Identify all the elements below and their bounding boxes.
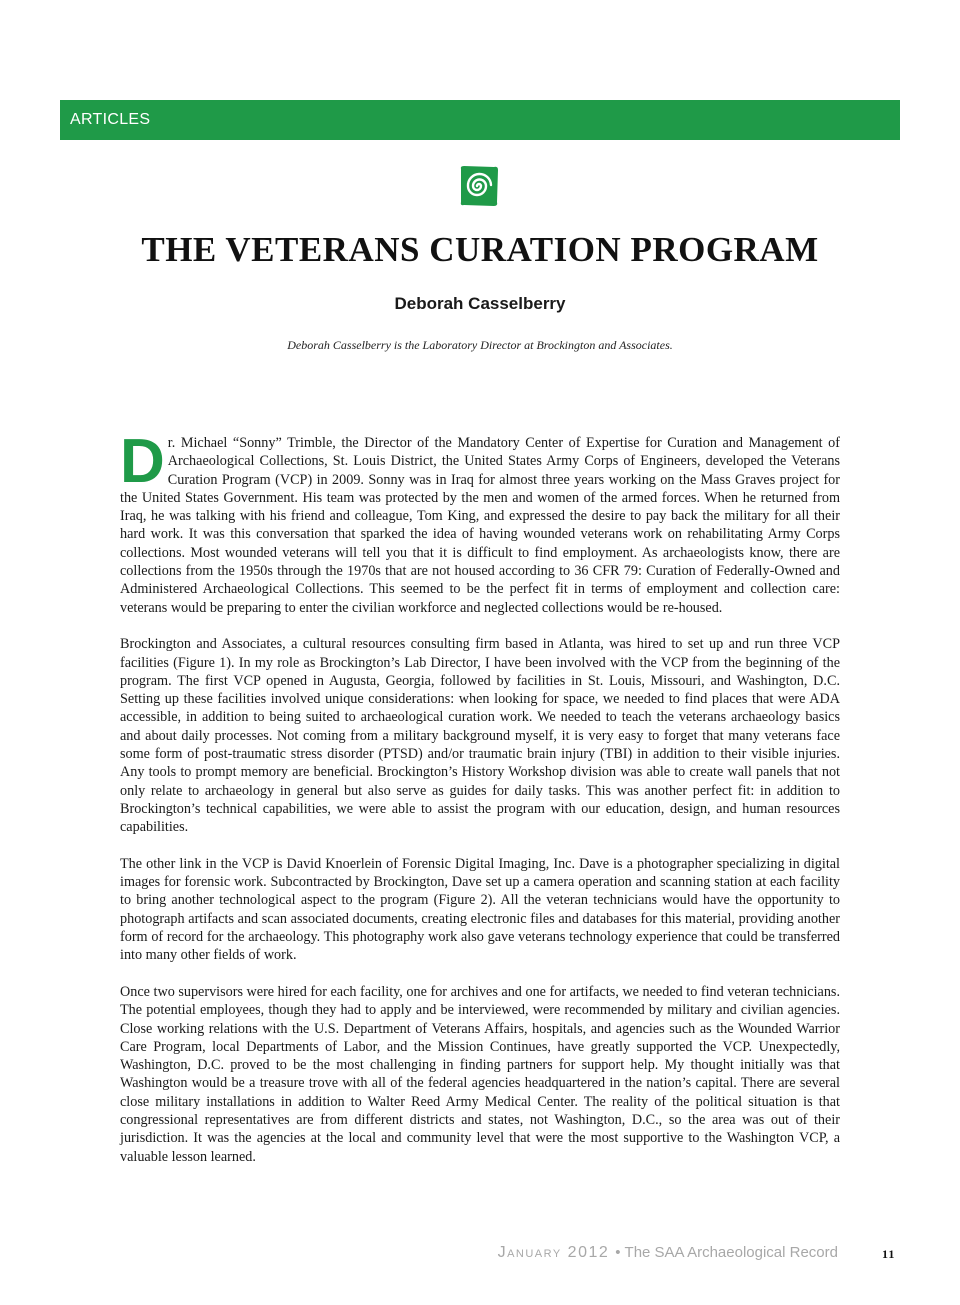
- footer-bullet: •: [615, 1244, 621, 1261]
- paragraph-1: [120, 427, 840, 617]
- article-title: THE VETERANS CURATION PROGRAM: [141, 230, 819, 269]
- drop-cap: D: [120, 427, 165, 496]
- paragraph-2: Brockington and Associates, a cultural resources consulting firm based in Atlanta, was hired to set up and run three VCP facilities (Figure 1). In my role as Brockington’s Lab Director, I have been involved with the VCP from the beginning of the program. The first VCP opened in Augusta, Georgia, followed by facilities in St. Louis, Missouri, and Washington, D.C. Setting up these facilities involved unique considerations: when looking for space, we needed to find places that were ADA accessible, in addition to being suited to archaeological curation work. We needed to teach the veterans archaeology basics and about daily processes. Not coming from a military background myself, it is very easy to forget that many veterans face some form of post-traumatic stress disorder (PTSD) and/or traumatic brain injury (TBI) in addition to their visible injuries. Any tools to prompt memory are beneficial. Brockington’s History Workshop division was able to create wall panels that not only relate to archaeology in general but also serve as guides for daily tasks. This was another perfect fit: in addition to Brockington’s technical capabilities, we were able to assist the program with our education, design, and human resources capabilities.: [120, 636, 840, 836]
- article-author: Deborah Casselberry: [394, 294, 566, 313]
- page-footer: [498, 1244, 838, 1262]
- section-header-bar: [60, 100, 900, 140]
- paragraph-4: Once two supervisors were hired for each facility, one for archives and one for artifacts, we needed to find veteran technicians. The potential employees, though they had to apply and be interviewed, were recommended by military and civilian agencies. Close working relations with the U.S. Department of Veterans Affairs, hospitals, and agencies such as the Wounded Warrior Care Program, local Departments of Labor, and the Mission Continues, have greatly supported the VCP. Unexpectedly, Washington, D.C. proved to be the most challenging in finding partners for support help. My thought initially was that Washington would be a treasure trove with all of the federal agencies headquartered in the nation’s capital. There are several close military installations in addition to Walter Reed Army Medical Center. The reality of the political situation is that congressional representatives are from different districts and states, not Washington, D.C., so the area was out of their jurisdiction. It was the agencies at the local and community level that were the most supportive to the Washington VCP, a valuable lesson learned.: [120, 983, 840, 1165]
- paragraph-1-text: r. Michael “Sonny” Trimble, the Director of the Mandatory Center of Expertise for Curation and Management of Archaeological Collections, St. Louis District, the United States Army Corps of Engineers, developed the Veterans Curation Program (VCP) in 2009. Sonny was in Iraq for almost three years working on the Mass Graves project for the United States Government. His team was protected by the men and women of the armed forces. When he returned from Iraq, he was talking with his friend and colleague, Tom King, and expressed the desire to pay back the military for all their hard work. It was this conversation that sparked the idea of having wounded veterans work on rehabilitating Army Corps collections. Most wounded veterans will tell you that it is difficult to find employment. As archaeologists know, there are collections from the 1950s through the 1970s that are not housed according to 36 CFR 79: Curation of Federally-Owned and Administered Archaeological Collections. This seemed to be the perfect fit in terms of employment and collection care: veterans would be preparing to enter the civilian workforce and neglected collections would be re-housed.: [120, 435, 840, 616]
- spiral-logo-graphic: [458, 164, 500, 208]
- spiral-icon: [458, 164, 500, 208]
- footer-issue-date: January 2012: [497, 1244, 610, 1261]
- page-number: 11: [882, 1247, 896, 1261]
- article-body: [120, 427, 840, 1184]
- section-label: ARTICLES: [70, 111, 151, 128]
- footer-publication: The SAA Archaeological Record: [624, 1244, 838, 1261]
- author-bio: Deborah Casselberry is the Laboratory Director at Brockington and Associates.: [287, 338, 673, 352]
- paragraph-3: The other link in the VCP is David Knoerlein of Forensic Digital Imaging, Inc. Dave is a photographer specializing in digital images for forensic work. Subcontracted by Brockington, Dave set up a camera operation and scanning station at each facility to bring another technological aspect to the program (Figure 2). All the veteran technicians would have the opportunity to photograph artifacts and scan associated documents, creating electronic files and databases for this material, providing another form of record for the archaeology. This photography work also gave veterans technology experience that could be transferred into many other fields of work.: [120, 855, 840, 964]
